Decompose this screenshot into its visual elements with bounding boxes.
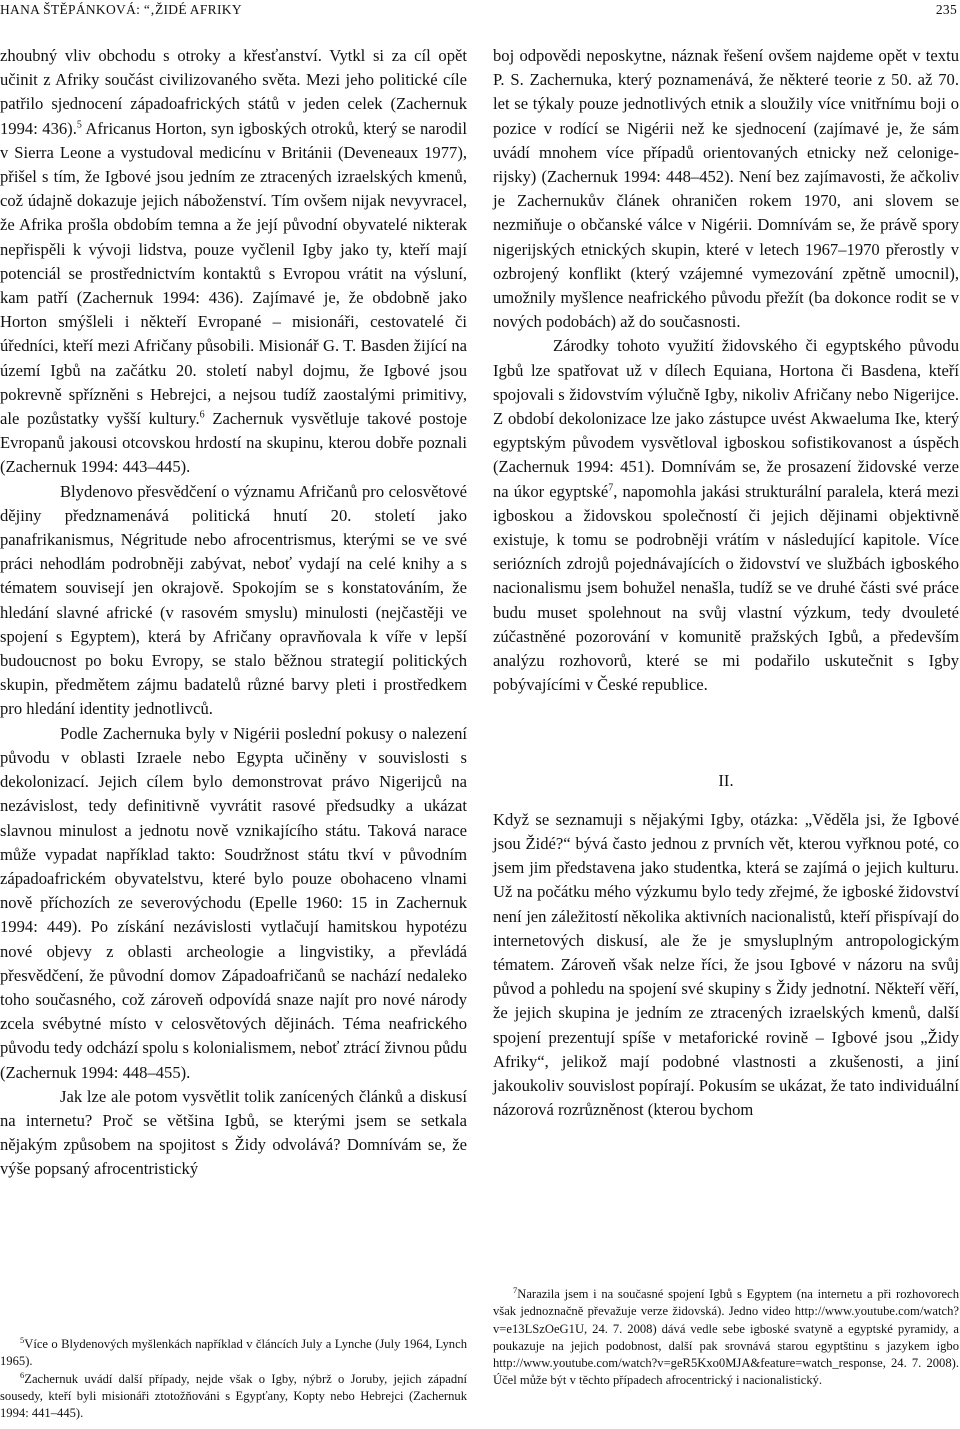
paragraph: Když se seznamuji s nějakými Igby, otázka: „Věděla jsi, že Igbové jsou Židé?“ bývá často jednou z prvních vět, kterou vyřknou poté, co jsem jim představena jako studentka, která se zajímá o jejich kulturu. Už na počátku mého výzkumu bylo tedy zřejmé, že igboské židovství není jen záležitostí několika aktivních nacionalistů, kteří přispívají do internetových diskusí, ale že je smysluplným antropologickým tématem. Zároveň však nelze říci, že jsou Igbové v názoru na svůj původ a pohledu na spojení své skupiny s Židy jednotní. Někteří věří, že jejich skupina je jedním ze ztracených izraelských kmenů, další spojení prezentují spíše v metaforické rovině – Igbové jsou „Židy Afriky“, jelikož mají podobné vlastnosti a zkušenosti, a jiní jakoukoliv souvislost popírají. Pokusím se ukázat, že tato individuální názorová rozrůzněnost (kterou bychom bbox=[493, 809, 959, 1120]
section-heading: II. bbox=[718, 771, 734, 791]
paragraph: Podle Zachernuka byly v Nigérii poslední pokusy o nalezení původu v oblasti Izraele nebo Egypta učiněny v souvislosti s dekolonizací. Jejich cílem bylo demonstrovat právo Nigerijců na nezávislost, tedy definitivně vyvrátit rasové předsudky a ukázat slavnou minulost a jednotu nově vznikajícího státu. Taková narace může vypadat například takto: Soudržnost státu tkví v původním západoafrickém obyvatelstvu, které bylo pouze obohaceno vlnami nově příchozích ze severovýchodu (Epelle 1960: 15 in Zachernuk 1994: 449). Po získání nezávislosti vytlačují hamitskou hypotézu nové objevy z oblasti archeologie a lingvistiky, a převládá přesvědčení, že původní domov Západoafričanů se nachází nedaleko toho současného, což zároveň odpovídá snaze najít pro nové národy zcela svébytné místo v celosvětových dějinách. Téma neafrického původu tedy odchází spolu s kolonialismem, neboť ztrácí živnou půdu (Zachernuk 1994: 448–455). bbox=[0, 723, 468, 1082]
footnote-5 bbox=[0, 1336, 467, 1371]
paragraph-text: zhoubný vliv obchodu s otroky a křesťanství. Vytkl si za cíl opět učinit z Afriky součást civilizovaného světa. Mezi jeho politické cíle patřilo sjednocení západoafrických států v jeden celek (Zachernuk 1994: 436). bbox=[0, 46, 467, 138]
paragraph-text: , napomohla jakási strukturální paralela, která mezi igboskou a židovskou společností či jejich dějinami objektivně existuje, k tomu se podrobněji vrátím v následující kapitole. Více seriózních zdrojů pojednávajících o židovství ve službách igboského nacionalismu jsem bohužel nenašla, tudíž se ve druhé části své práce budu muset spolehnout na svůj vlastní výzkum, tedy dvouleté zúčastněné pozorování v komunitě pražských Igbů, a především analýzu rozhovorů, které se mi podařilo uskutečnit s Igby pobývajícími v České republice. bbox=[493, 481, 959, 695]
footnote-ref[interactable]: 5 bbox=[76, 119, 82, 131]
running-header bbox=[0, 2, 960, 26]
section-spacer bbox=[493, 697, 959, 769]
paragraph-text: Zárodky tohoto využití židovského či egyptského původu Igbů lze spatřovat už v dílech Equiana, Hortona či Basdena, kteří spojovali s židovstvím výlučně Igby, nikoliv Afričany nebo Nigerijce. Z období dekolonizace lze jako zástupce uvést Akwaeluma Ike, který egyptským původem vysvětloval igboskou sofistikovanost a úspěch (Zachernuk 1994: 451). Domnívám se, že prosazení židovské verze na úkor egyptské bbox=[493, 336, 959, 501]
footnotes-left bbox=[0, 1336, 467, 1422]
left-column bbox=[0, 44, 467, 1182]
paragraph bbox=[0, 44, 467, 480]
footnote-text: Více o Blydenových myšlenkách například v článcích July a Lynche (July 1964, Lynch 1965). bbox=[0, 1337, 467, 1369]
page-number: 235 bbox=[935, 2, 957, 17]
footnote-7 bbox=[493, 1286, 959, 1390]
paragraph bbox=[493, 334, 959, 697]
paragraph: Blydenovo přesvědčení o významu Afričanů pro celosvětové dějiny předznamenává politická hnutí 20. století jako panafrikanismus, Négritude nebo afrocentrismus, kterými se ve své práci nehodlám podrobněji zabývat, neboť vydají na celé knihy a s tématem souvisejí jen okrajově. Spokojím se s konstatováním, že hledání slavné africké (v rasovém smyslu) minulosti (nejčastěji ve spojení s Egyptem), která by Afričany opravňovala k víře v lepší budoucnost po boku Evropy, se stalo běžnou strategií politických skupin, předmětem zájmu badatelů různé barvy pleti i prostředkem pro hledání identity jednotlivců. bbox=[0, 481, 467, 719]
paragraph: Jak lze ale potom vysvětlit tolik zanícených článků a diskusí na internetu? Proč se většina Igbů, se kterými jsem se setkala nějakým způsobem na spojitost s Židy odvolává? Domnívám se, že výše popsaný afrocentristický bbox=[0, 1086, 467, 1179]
footnote-mark: 6 bbox=[20, 1369, 25, 1380]
footnotes-right bbox=[493, 1286, 959, 1390]
section-spacer bbox=[493, 794, 959, 808]
right-column bbox=[493, 44, 959, 1122]
footnote-mark: 5 bbox=[20, 1334, 25, 1345]
footnote-ref[interactable]: 7 bbox=[608, 482, 614, 494]
paragraph-text: Africanus Horton, syn igboských otroků, který se narodil v Sierra Leone a vystudoval medicínu v Británii (Deveneaux 1977), přišel s tím, že Igbové jsou jedním ze ztracených izraelských kmenů, což údajně dokazuje jejich náboženství. Tím ovšem nijak nevyvracel, že Afrika prošla obdobím temna a že její původní obyvatelé nikterak nepřispěli k vývoji lidstva, pouze vyčlenil Igby jako ty, kteří mají potenciál se prostřednictvím kontaktů s Evropou vrátit na výsluní, kam patří (Zachernuk 1994: 436). Zajímavé je, že obdobně jako Horton smýšleli i někteří Evropané – misionáři, cestovatelé či úředníci, kteří mezi Afričany působili. Misionář G. T. Basden žijící na území Igbů na začátku 20. století nabyl dojmu, že Igbové jsou pokrevně spřízněni s Hebrejci, a nejsou tudíž zaostalými primitivy, ale pozůstatky vyšší kultury. bbox=[0, 118, 467, 429]
footnote-ref[interactable]: 6 bbox=[199, 409, 205, 421]
paragraph-text: Zachernuk vysvětluje takové postoje Evropanů jakousi otcovskou hrdostí na skupinu, kterou dobře poznali (Zachernuk 1994: 443–445). bbox=[0, 409, 467, 477]
footnote-text: Narazila jsem i na současné spojení Igbů s Egyptem (na internetu a při rozhovorech však jednoznačně převažuje verze židovská). Jedno video http://www.youtube.com/watch?v=e13LSzOeG1U, 24. 7. 2008) dává vedle sebe igboské svatyně a egyptské pyramidy, a poukazuje na jejich podobnost, další pak srovnává starou egyptštinu s jazykem igbo http://www.youtube.com/watch?v=geR5Kxo0MJA&feature=watch_response, 24. 7. 2008). Účel může být v těchto případech afrocentrický i nacionalistický. bbox=[493, 1287, 959, 1388]
footnote-text: Zachernuk uvádí další případy, nejde však o Igby, nýbrž o Joruby, jejich západní sousedy, kteří byli misionáři ztotožňováni s Egypťany, Kopty nebo Hebrejci (Zachernuk 1994: 441–445). bbox=[0, 1371, 467, 1421]
footnote-6 bbox=[0, 1371, 467, 1423]
running-head-title: HANA ŠTĚPÁNKOVÁ: “‚ŽIDÉ AFRIKY bbox=[0, 2, 242, 17]
paragraph: boj odpovědi neposkytne, náznak řešení ovšem najdeme opět v textu P. S. Zachernuka, který poznamenává, že některé teorie z 50. až 70. let se týkaly pouze jednotlivých etnik a sloužily více vnitřnímu boji o pozice v rodící se Nigérii než ke sjednocení (zajímavé je, že sám uvádí mnohem více případů orientovaných etnicky než celonigerijsky) (Zachernuk 1994: 448–452). Není bez zajímavosti, že ačkoliv je Zachernukův článek ohraničen rokem 1970, ani slovem se nezmiňuje o občanské válce v Nigérii. Domnívám se, že právě spory nigerijských etnických skupin, které v letech 1967–1970 přerostly v ozbrojený konflikt (který vzájemné vymezování zpětně umocnil), umožnily myšlence neafrického původu přežít (ba dokonce rodit se v nových podobách) až do současnosti. bbox=[493, 46, 959, 332]
footnote-mark: 7 bbox=[513, 1284, 518, 1295]
